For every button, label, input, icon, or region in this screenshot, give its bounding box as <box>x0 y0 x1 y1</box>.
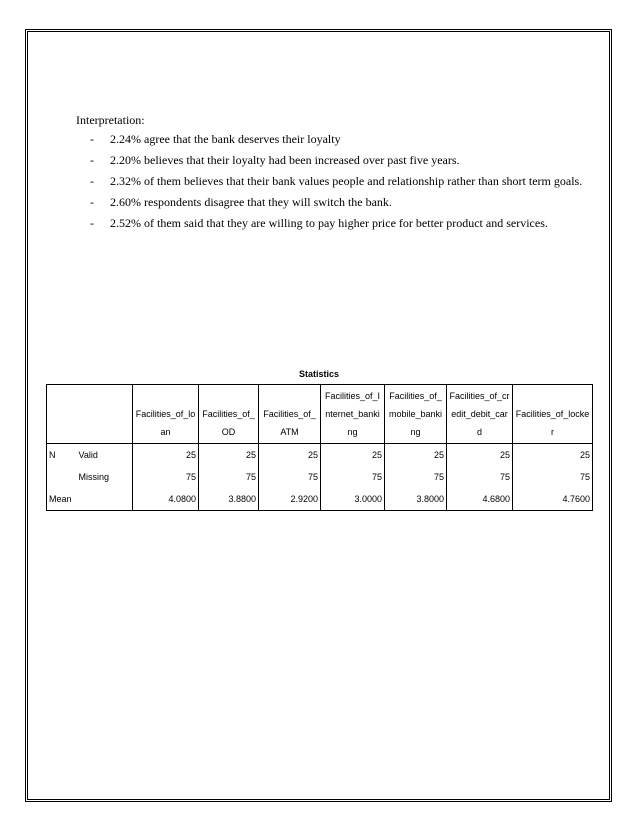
bullet-text: 2.60% respondents disagree that they will switch the bank. <box>110 195 392 209</box>
row-group <box>47 466 77 488</box>
table-cell: 75 <box>447 466 513 488</box>
table-row <box>47 488 593 511</box>
column-header: Facilities_of_mobile_banking <box>385 385 447 444</box>
row-group: N <box>49 450 56 460</box>
statistics-title: Statistics <box>298 369 340 379</box>
header-cell-empty <box>77 385 133 444</box>
interpretation-heading: Interpretation: <box>76 113 145 127</box>
table-cell: 75 <box>321 466 385 488</box>
column-header: Facilities_of_locker <box>513 385 593 444</box>
table-cell: 3.8800 <box>199 488 259 511</box>
column-header: Facilities_of_credit_debit_card <box>447 385 513 444</box>
bullet-text: 2.20% believes that their loyalty had been increased over past five years. <box>110 153 460 167</box>
row-group: Mean <box>47 488 77 511</box>
table-cell: 25 <box>259 444 321 467</box>
column-header: Facilities_of_OD <box>199 385 259 444</box>
row-label: Valid <box>78 450 98 460</box>
bullet-text: 2.24% agree that the bank deserves their loyalty <box>110 132 341 146</box>
table-row <box>47 444 593 467</box>
bullet-dash: - <box>90 132 94 146</box>
column-header: Facilities_of_ATM <box>259 385 321 444</box>
bullet-dash: - <box>90 153 94 167</box>
table-cell: 75 <box>385 466 447 488</box>
table-cell: 75 <box>513 466 593 488</box>
table-cell: 75 <box>133 466 199 488</box>
row-label: Missing <box>78 472 110 482</box>
table-cell: 4.7600 <box>513 488 593 511</box>
table-cell: 2.9200 <box>259 488 321 511</box>
bullet-dash: - <box>90 216 94 230</box>
table-cell: 75 <box>259 466 321 488</box>
list-item <box>90 129 590 150</box>
table-cell: 75 <box>199 466 259 488</box>
header-cell-empty <box>47 385 77 444</box>
table-cell: 3.8000 <box>385 488 447 511</box>
interpretation-list <box>90 129 590 234</box>
list-item <box>90 192 590 213</box>
table-cell: 25 <box>385 444 447 467</box>
bullet-text: 2.32% of them believes that their bank values people and relationship rather than short term goals. <box>110 174 583 188</box>
table-cell: 25 <box>133 444 199 467</box>
list-item <box>90 213 590 234</box>
table-cell: 25 <box>447 444 513 467</box>
table-cell: 25 <box>321 444 385 467</box>
statistics-table <box>46 384 593 511</box>
list-item <box>90 150 590 171</box>
table-header-row <box>47 385 593 444</box>
bullet-dash: - <box>90 195 94 209</box>
list-item <box>90 171 590 192</box>
bullet-text: 2.52% of them said that they are willing to pay higher price for better product and services. <box>110 216 548 230</box>
column-header: Facilities_of_loan <box>133 385 199 444</box>
table-row <box>47 466 593 488</box>
table-cell: 4.0800 <box>133 488 199 511</box>
bullet-dash: - <box>90 174 94 188</box>
table-cell: 25 <box>199 444 259 467</box>
column-header: Facilities_of_Internet_banking <box>321 385 385 444</box>
table-cell: 4.6800 <box>447 488 513 511</box>
table-cell: 25 <box>513 444 593 467</box>
statistics-section <box>46 369 592 511</box>
table-cell: 3.0000 <box>321 488 385 511</box>
row-label <box>77 488 133 511</box>
